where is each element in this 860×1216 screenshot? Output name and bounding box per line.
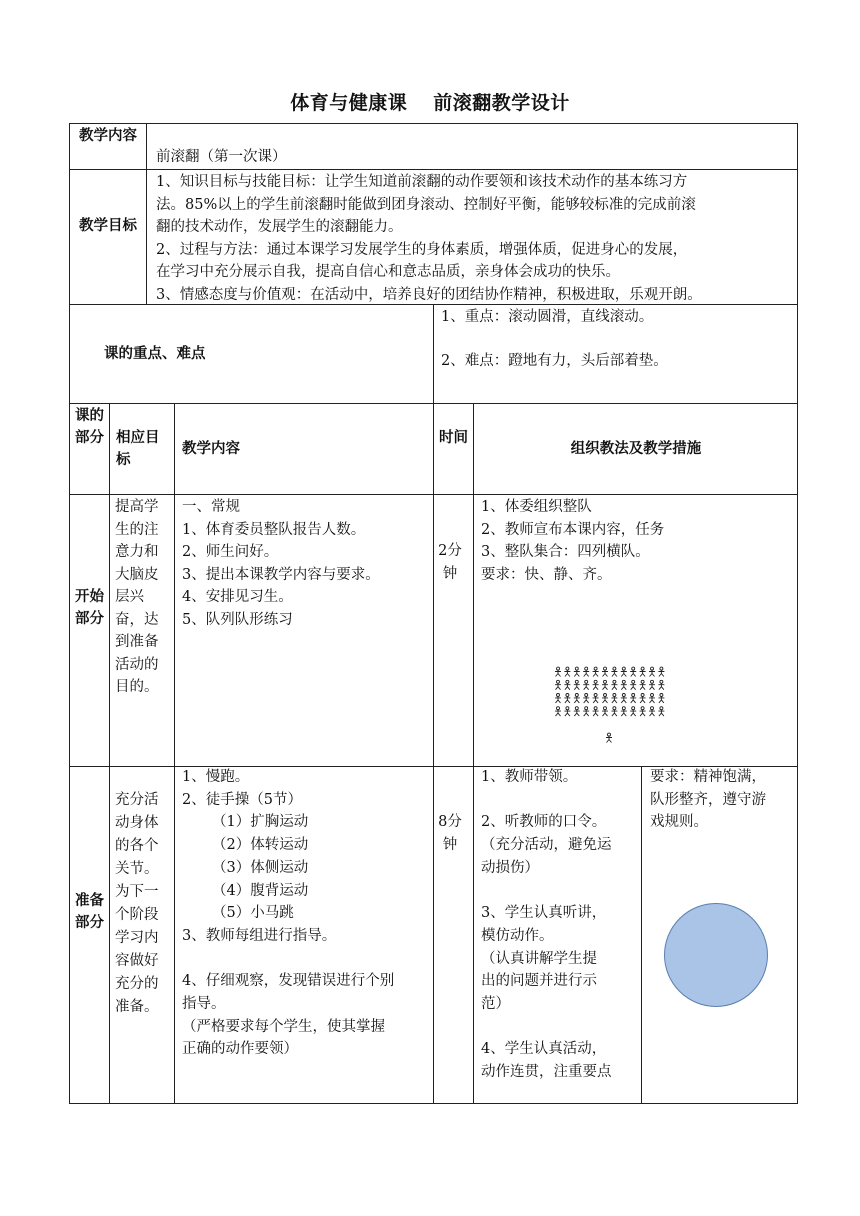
student-figure bbox=[658, 707, 664, 716]
student-figure bbox=[593, 667, 599, 676]
student-figure bbox=[574, 680, 580, 689]
prep-content-line: （严格要求每个学生，使其掌握 bbox=[182, 1018, 385, 1035]
goal-line: 3、情感态度与价值观：在活动中，培养良好的团结协作精神，积极进取，乐观开朗。 bbox=[156, 286, 702, 303]
queue-formation-diagram bbox=[553, 666, 673, 748]
student-figure bbox=[602, 667, 608, 676]
prep-requirement-line: 戏规则。 bbox=[650, 814, 708, 831]
student-figure bbox=[564, 694, 570, 703]
student-figure bbox=[649, 667, 655, 676]
student-figure bbox=[602, 694, 608, 703]
content-value: 前滚翻（第一次课） bbox=[156, 149, 287, 165]
student-figure bbox=[640, 667, 646, 676]
header-method: 组织教法及教学措施 bbox=[570, 441, 702, 457]
difficulty: 2、难点：蹬地有力，头后部着垫。 bbox=[441, 353, 668, 369]
prep-content-line: 正确的动作要领） bbox=[182, 1041, 298, 1058]
student-figure bbox=[602, 680, 608, 689]
teacher-figure bbox=[606, 733, 612, 742]
rule bbox=[473, 403, 474, 1104]
prep-method-line: 范） bbox=[481, 996, 510, 1013]
prep-method-line: （认真讲解学生提 bbox=[481, 950, 597, 967]
start-time: 2分钟 bbox=[438, 543, 462, 582]
header-time: 时间 bbox=[439, 430, 468, 446]
rule bbox=[69, 169, 798, 170]
goal-line: 1、知识目标与技能目标：让学生知道前滚翻的动作要领和该技术动作的基本练习方 bbox=[156, 174, 688, 190]
rule bbox=[641, 766, 642, 1104]
student-figure bbox=[658, 667, 664, 676]
student-figure bbox=[583, 680, 589, 689]
goal-line: 在学习中充分展示自我，提高自信心和意志品质，亲身体会成功的快乐。 bbox=[156, 264, 620, 280]
start-content bbox=[182, 496, 380, 631]
student-figure bbox=[611, 694, 617, 703]
prep-content-line: 1、慢跑。 bbox=[182, 769, 250, 785]
prep-method-line: 出的问题并进行示 bbox=[481, 973, 597, 990]
start-part: 开始部分 bbox=[75, 589, 104, 627]
rule bbox=[146, 123, 147, 304]
start-content-line: 1、体育委员整队报告人数。 bbox=[182, 521, 366, 538]
prep-content-line: （4）腹背运动 bbox=[212, 882, 309, 899]
start-content-line: 3、提出本课教学内容与要求。 bbox=[182, 566, 380, 583]
prep-method-line: （充分活动，避免运 bbox=[481, 837, 612, 854]
student-figure bbox=[602, 707, 608, 716]
student-figure bbox=[574, 707, 580, 716]
student-figure bbox=[564, 680, 570, 689]
student-figure bbox=[555, 694, 561, 703]
student-figure bbox=[630, 667, 636, 676]
student-figure bbox=[621, 680, 627, 689]
student-figure bbox=[630, 680, 636, 689]
prep-method-line: 4、学生认真活动， bbox=[481, 1041, 607, 1058]
student-figure bbox=[564, 667, 570, 676]
start-method-line: 3、整队集合：四列横队。 bbox=[481, 544, 650, 560]
prep-method-line: 3、学生认真听讲， bbox=[481, 905, 607, 922]
student-figure bbox=[593, 694, 599, 703]
student-figure bbox=[630, 707, 636, 716]
student-figure bbox=[574, 667, 580, 676]
header-content: 教学内容 bbox=[182, 441, 240, 457]
student-figure bbox=[621, 667, 627, 676]
prep-requirement-line: 要求：精神饱满， bbox=[650, 769, 766, 785]
prep-content-line: 4、仔细观察，发现错误进行个别 bbox=[182, 973, 395, 990]
start-method-line: 2、教师宣布本课内容，任务 bbox=[481, 521, 665, 538]
student-figure bbox=[593, 707, 599, 716]
rule bbox=[174, 403, 175, 1104]
prep-method-line bbox=[481, 1016, 612, 1039]
goal-line: 2、过程与方法：通过本课学习发展学生的身体素质，增强体质，促进身心的发展， bbox=[156, 241, 688, 258]
prep-method-line bbox=[481, 880, 612, 903]
student-figure bbox=[640, 694, 646, 703]
prep-method bbox=[481, 766, 612, 1084]
prep-content-line bbox=[182, 948, 394, 971]
student-figure bbox=[555, 680, 561, 689]
header-part: 课的部分 bbox=[75, 408, 104, 446]
student-figure bbox=[649, 694, 655, 703]
key-point: 1、重点：滚动圆滑，直线滚动。 bbox=[441, 309, 654, 325]
header-goal: 相应目标 bbox=[116, 430, 160, 468]
student-figure bbox=[583, 707, 589, 716]
prep-content bbox=[182, 766, 394, 1061]
student-figure bbox=[611, 680, 617, 689]
start-content-line: 一、常规 bbox=[182, 499, 240, 515]
prep-method-line: 2、听教师的口令。 bbox=[481, 814, 607, 831]
student-figure bbox=[621, 694, 627, 703]
student-figure bbox=[611, 667, 617, 676]
student-figure bbox=[658, 694, 664, 703]
start-content-line: 5、队列队形练习 bbox=[182, 611, 293, 628]
start-method bbox=[481, 496, 664, 586]
prep-method-line bbox=[481, 789, 612, 812]
start-method-line: 1、体委组织整队 bbox=[481, 499, 592, 515]
start-content-line: 2、师生问好。 bbox=[182, 544, 279, 560]
content-label: 教学内容 bbox=[79, 128, 137, 144]
rule bbox=[109, 403, 110, 1104]
prep-method-line: 动作连贯，注重要点 bbox=[481, 1064, 612, 1081]
student-figure bbox=[640, 707, 646, 716]
prep-content-line: （3）体侧运动 bbox=[212, 859, 309, 876]
start-content-line: 4、安排见习生。 bbox=[182, 589, 293, 605]
prep-method-line: 1、教师带领。 bbox=[481, 769, 578, 785]
start-method-line: 要求：快、静、齐。 bbox=[481, 566, 612, 583]
prep-content-line: （1）扩胸运动 bbox=[212, 814, 309, 831]
prep-content-line: 2、徒手操（5节） bbox=[182, 791, 302, 808]
student-figure bbox=[555, 667, 561, 676]
student-figure bbox=[658, 680, 664, 689]
student-figure bbox=[555, 707, 561, 716]
goal-line: 翻的技术动作，发展学生的滚翻能力。 bbox=[156, 219, 403, 235]
prep-goal: 充分活动身体的各个关节。为下一个阶段学习内容做好充分的准备。 bbox=[115, 792, 159, 1015]
prep-content-line: （5）小马跳 bbox=[212, 905, 294, 922]
circle-figure bbox=[664, 903, 768, 1007]
prep-content-line: （2）体转运动 bbox=[212, 837, 309, 854]
title-topic: 前滚翻教学设计 bbox=[433, 92, 570, 114]
prep-requirement-line: 队形整齐，遵守游 bbox=[650, 791, 766, 808]
student-figure bbox=[611, 707, 617, 716]
prep-content-line: 指导。 bbox=[182, 996, 226, 1013]
prep-requirement bbox=[650, 766, 766, 834]
title-course: 体育与健康课 bbox=[290, 92, 408, 114]
student-figure bbox=[593, 680, 599, 689]
student-figure bbox=[630, 694, 636, 703]
student-figure bbox=[574, 694, 580, 703]
student-figure bbox=[583, 667, 589, 676]
page-title bbox=[0, 88, 860, 115]
rule bbox=[433, 304, 434, 1104]
prep-method-line: 模仿动作。 bbox=[481, 927, 554, 944]
prep-part: 准备部分 bbox=[75, 893, 104, 931]
student-figure bbox=[621, 707, 627, 716]
student-figure bbox=[583, 694, 589, 703]
start-goal: 提高学生的注意力和大脑皮层兴奋，达到准备活动的目的。 bbox=[115, 499, 159, 695]
prep-time: 8分钟 bbox=[438, 814, 462, 853]
student-figure bbox=[649, 680, 655, 689]
prep-content-line: 3、教师每组进行指导。 bbox=[182, 927, 337, 944]
student-figure bbox=[564, 707, 570, 716]
key-label: 课的重点、难点 bbox=[104, 346, 206, 362]
student-figure bbox=[640, 680, 646, 689]
student-figure bbox=[649, 707, 655, 716]
prep-method-line: 动损伤） bbox=[481, 859, 539, 876]
goals-label: 教学目标 bbox=[79, 218, 137, 234]
goal-line: 法。85%以上的学生前滚翻时能做到团身滚动、控制好平衡，能够较标准的完成前滚 bbox=[156, 196, 696, 213]
goals-text bbox=[156, 171, 702, 306]
